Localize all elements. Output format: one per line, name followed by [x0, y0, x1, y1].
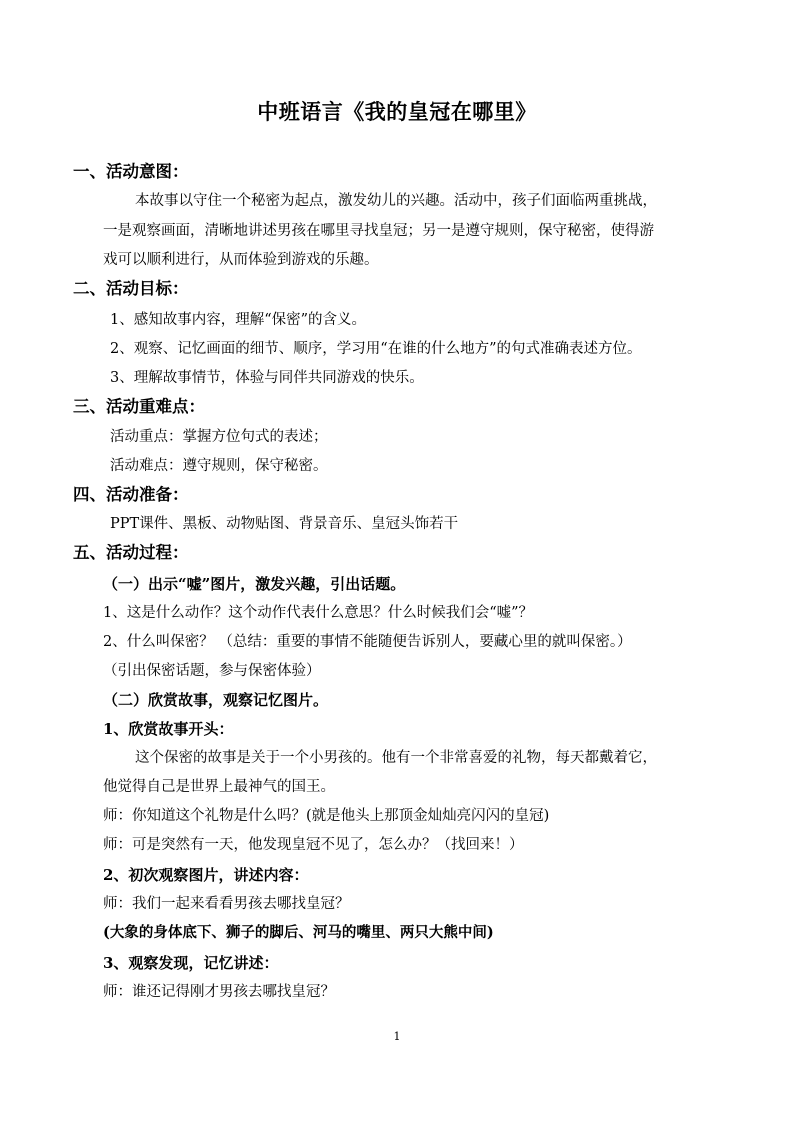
prep-materials: PPT课件、黑板、动物贴图、背景音乐、皇冠头饰若干 [110, 516, 459, 532]
intent-paragraph-line-1: 本故事以守住一个秘密为起点，激发幼儿的兴趣。活动中，孩子们面临两重挑战， [135, 193, 657, 209]
goal-item-3: 3、理解故事情节，体验与同伴共同游戏的快乐。 [110, 370, 424, 386]
section-heading-goals: 二、活动目标： [73, 279, 189, 298]
answer-locations: (大象的身体底下、狮子的脚后、河马的嘴里、两只大熊中间) [103, 924, 494, 941]
section-heading-key-points: 三、活动重难点： [73, 397, 205, 416]
intent-paragraph-line-2: 一是观察画面，清晰地讲述男孩在哪里寻找皇冠；另一是遵守规则，保守秘密，使得游 [103, 223, 654, 239]
goal-item-1: 1、感知故事内容，理解“保密”的含义。 [110, 312, 367, 328]
process-subheading-1: （一）出示“嘘”图片，激发兴趣，引出话题。 [103, 575, 406, 593]
teacher-line-1: 师：你知道这个礼物是什么吗？(就是他头上那顶金灿灿亮闪闪的皇冠) [103, 808, 550, 824]
process-subheading-2: （二）欣赏故事，观察记忆图片。 [103, 691, 329, 709]
key-point-item-1: 活动重点：掌握方位句式的表述； [110, 429, 328, 445]
section-heading-process: 五、活动过程： [73, 543, 189, 562]
story-step-3-label: 3、观察发现，记忆讲述： [103, 954, 279, 972]
teacher-line-4: 师：谁还记得刚才男孩去哪找皇冠？ [103, 984, 335, 1000]
teacher-line-2: 师：可是突然有一天，他发现皇冠不见了，怎么办？（找回来！） [103, 837, 524, 853]
page-title: 中班语言《我的皇冠在哪里》 [257, 99, 537, 124]
process-line-3: （引出保密话题，参与保密体验） [103, 663, 321, 679]
goal-item-2: 2、观察、记忆画面的细节、顺序，学习用“在谁的什么地方”的句式准确表述方位。 [110, 341, 642, 357]
section-heading-intent: 一、活动意图： [73, 162, 189, 181]
process-line-2: 2、什么叫保密？ （总结：重要的事情不能随便告诉别人，要藏心里的就叫保密。） [103, 634, 632, 650]
page-number: 1 [393, 1030, 401, 1043]
section-heading-prep: 四、活动准备： [73, 485, 189, 504]
process-line-1: 1、这是什么动作？这个动作代表什么意思？什么时候我们会“嘘”？ [103, 605, 534, 621]
story-text-line-2: 他觉得自己是世界上最神气的国王。 [103, 779, 335, 795]
intent-paragraph-line-3: 戏可以顺利进行，从而体验到游戏的乐趣。 [103, 252, 379, 268]
teacher-line-3: 师：我们一起来看看男孩去哪找皇冠？ [103, 896, 350, 912]
key-point-item-2: 活动难点：遵守规则，保守秘密。 [110, 458, 328, 474]
story-step-1-label: 1、欣赏故事开头： [103, 720, 234, 738]
story-step-2-label: 2、初次观察图片，讲述内容： [103, 866, 309, 884]
story-text-line-1: 这个保密的故事是关于一个小男孩的。他有一个非常喜爱的礼物，每天都戴着它， [135, 750, 657, 766]
